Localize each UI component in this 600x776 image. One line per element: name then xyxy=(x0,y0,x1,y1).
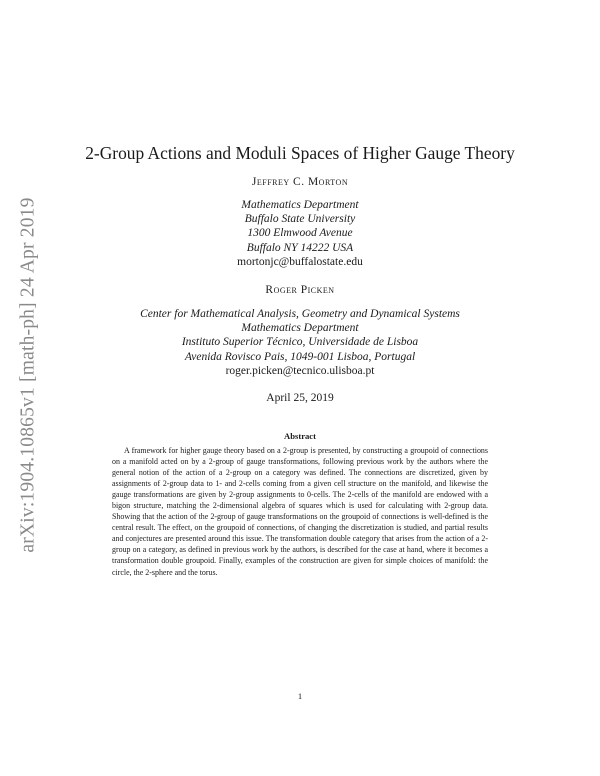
affiliation-line: 1300 Elmwood Avenue xyxy=(247,227,353,240)
page-number: 1 xyxy=(297,691,303,701)
author-email-2: roger.picken@tecnico.ulisboa.pt xyxy=(225,364,375,377)
arxiv-sidebar-stamp xyxy=(4,180,54,570)
affiliation-line: Mathematics Department xyxy=(241,322,359,335)
author-affiliation-1 xyxy=(60,198,540,269)
affiliation-line: Buffalo State University xyxy=(244,213,356,226)
author-affiliation-2 xyxy=(60,307,540,378)
affiliation-line: Center for Mathematical Analysis, Geometry and Dynamical Systems xyxy=(140,308,460,320)
abstract-heading: Abstract xyxy=(284,431,316,441)
author-email-1: mortonjc@buffalostate.edu xyxy=(237,255,363,268)
affiliation-line: Instituto Superior Técnico, Universidade de Lisboa xyxy=(181,336,419,349)
affiliation-line: Avenida Rovisco Pais, 1049-001 Lisboa, Portugal xyxy=(184,350,416,363)
affiliation-line: Buffalo NY 14222 USA xyxy=(246,241,354,254)
affiliation-line: Mathematics Department xyxy=(241,199,359,211)
arxiv-identifier: arXiv:1904.10865v1 [math-ph] 24 Apr 2019 xyxy=(18,197,40,553)
paper-date: April 25, 2019 xyxy=(266,392,334,404)
abstract-text: A framework for higher gauge theory based on a 2-group is presented, by constructing a groupoid of connections on a manifold acted on by a 2-group of gauge transformations, following previous work by the authors where the general notion of the action of a 2-group on a category was defined. The connections are discretized, given by assignments of 2-group data to 1- and 2-cells coming from a given cell structure on the manifold, and likewise the gauge transformations are given by 2-group assignments to 0-cells. The 2-cells of the manifold are endowed with a bigon structure, matching the 2-dimensional algebra of squares which is used for calculating with 2-group data. Showing that the action of the 2-group of gauge transformations on the groupoid of connections is well-defined is the central result. The effect, on the groupoid of connections, of changing the discretization is studied, and partial results and conjectures are presented around this issue. The transformation double category that arises from the action of a 2-group on a category, as defined in previous work by the authors, is described for the case at hand, where it becomes a transformation double groupoid. Finally, examples of the construction are given for simple choices of manifold: the circle, the 2-sphere and the torus. xyxy=(112,446,488,577)
paper-title: 2-Group Actions and Moduli Spaces of Higher Gauge Theory xyxy=(85,143,515,163)
author-name-1: Jeffrey C. Morton xyxy=(251,176,349,188)
author-name-2: Roger Picken xyxy=(265,284,335,296)
